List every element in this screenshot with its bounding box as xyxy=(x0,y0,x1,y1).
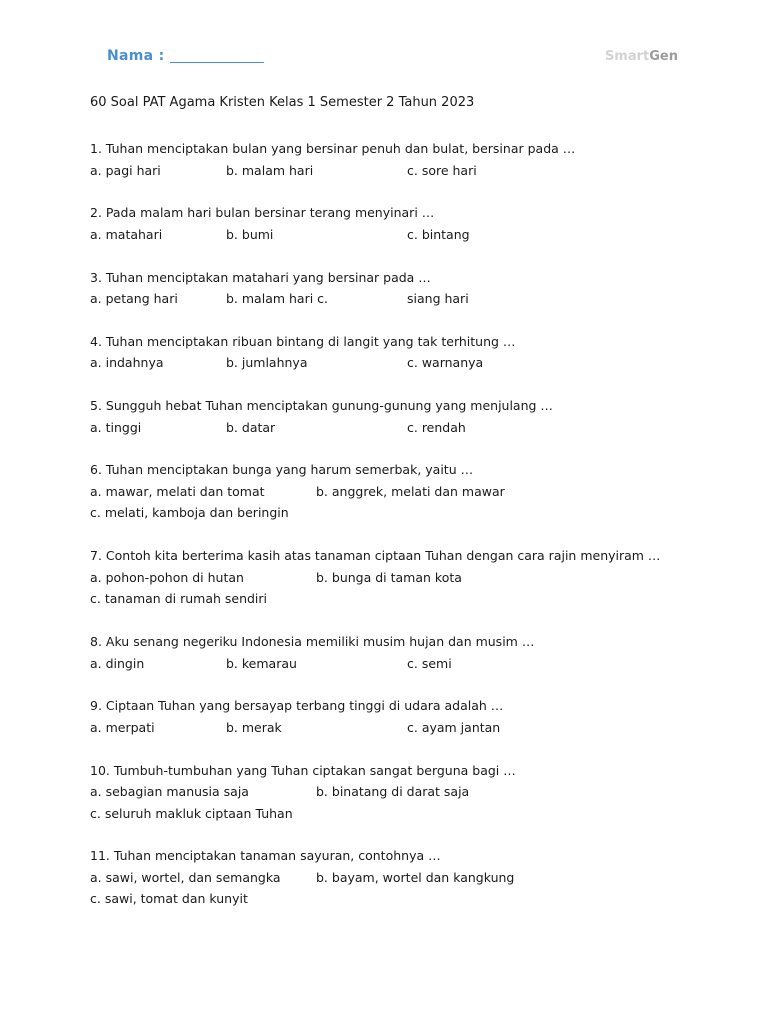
option-b: b. jumlahnya xyxy=(226,355,308,371)
options-row xyxy=(90,481,690,503)
options-row xyxy=(90,888,690,910)
name-field[interactable] xyxy=(107,48,264,64)
option-b: b. bayam, wortel dan kangkung xyxy=(316,869,515,885)
header xyxy=(107,48,678,70)
option-c: c. semi xyxy=(407,655,452,671)
question-5 xyxy=(90,395,690,459)
option-b: b. kemarau xyxy=(226,655,297,671)
option-a: a. merpati xyxy=(90,719,155,735)
question-text: 6. Tuhan menciptakan bunga yang harum semerbak, yaitu … xyxy=(90,462,474,478)
options-row xyxy=(90,588,690,610)
option-c: c. rendah xyxy=(407,419,466,435)
question-text: 11. Tuhan menciptakan tanaman sayuran, contohnya … xyxy=(90,848,441,864)
option-c: c. seluruh makluk ciptaan Tuhan xyxy=(90,805,293,821)
question-6 xyxy=(90,459,690,545)
document-title: 60 Soal PAT Agama Kristen Kelas 1 Semester 2 Tahun 2023 xyxy=(90,95,475,110)
question-text: 9. Ciptaan Tuhan yang bersayap terbang tinggi di udara adalah … xyxy=(90,698,504,714)
option-c: c. ayam jantan xyxy=(407,719,501,735)
option-a: a. pagi hari xyxy=(90,162,161,178)
question-4 xyxy=(90,331,690,395)
option-a: a. mawar, melati dan tomat xyxy=(90,483,265,499)
brand-gen: Gen xyxy=(649,49,678,64)
question-text: 4. Tuhan menciptakan ribuan bintang di langit yang tak terhitung … xyxy=(90,333,516,349)
option-b: b. bumi xyxy=(226,226,274,242)
options-row xyxy=(90,567,690,589)
question-1 xyxy=(90,138,690,202)
option-c: c. melati, kamboja dan beringin xyxy=(90,505,289,521)
option-a: a. indahnya xyxy=(90,355,164,371)
option-c: c. tanaman di rumah sendiri xyxy=(90,591,268,607)
option-b: b. binatang di darat saja xyxy=(316,784,470,800)
option-b: b. malam hari xyxy=(226,162,314,178)
option-a: a. pohon-pohon di hutan xyxy=(90,569,244,585)
question-3 xyxy=(90,267,690,331)
options-row xyxy=(90,717,690,739)
question-text: 10. Tumbuh-tumbuhan yang Tuhan ciptakan sangat berguna bagi … xyxy=(90,762,516,778)
option-c: siang hari xyxy=(407,291,469,307)
brand-logo xyxy=(605,49,678,64)
options-row xyxy=(90,803,690,825)
options-row xyxy=(90,224,690,246)
option-b: b. bunga di taman kota xyxy=(316,569,462,585)
name-label: Nama : xyxy=(107,48,165,64)
question-text: 3. Tuhan menciptakan matahari yang bersinar pada … xyxy=(90,269,431,285)
question-text: 7. Contoh kita berterima kasih atas tanaman ciptaan Tuhan dengan cara rajin menyiram … xyxy=(90,548,661,564)
options-row xyxy=(90,867,690,889)
question-text: 5. Sungguh hebat Tuhan menciptakan gunung-gunung yang menjulang … xyxy=(90,398,553,414)
question-10 xyxy=(90,760,690,846)
question-8 xyxy=(90,631,690,695)
question-text: 8. Aku senang negeriku Indonesia memiliki musim hujan dan musim … xyxy=(90,634,535,650)
options-row xyxy=(90,502,690,524)
options-row xyxy=(90,781,690,803)
option-a: a. sebagian manusia saja xyxy=(90,784,249,800)
question-text: 1. Tuhan menciptakan bulan yang bersinar penuh dan bulat, bersinar pada … xyxy=(90,141,576,156)
name-blank-line[interactable] xyxy=(170,62,264,63)
question-9 xyxy=(90,695,690,759)
option-a: a. dingin xyxy=(90,655,145,671)
options-row xyxy=(90,352,690,374)
question-2 xyxy=(90,202,690,266)
question-7 xyxy=(90,545,690,631)
options-row xyxy=(90,417,690,439)
question-11 xyxy=(90,845,690,931)
option-c: c. sawi, tomat dan kunyit xyxy=(90,891,248,907)
option-a: a. petang hari xyxy=(90,291,178,307)
option-c: c. sore hari xyxy=(407,162,477,178)
options-row xyxy=(90,288,690,310)
options-row xyxy=(90,653,690,675)
options-row xyxy=(90,160,690,182)
option-b: b. merak xyxy=(226,719,282,735)
option-b: b. datar xyxy=(226,419,276,435)
option-a: a. sawi, wortel, dan semangka xyxy=(90,869,281,885)
question-list xyxy=(90,138,690,931)
question-text: 2. Pada malam hari bulan bersinar terang menyinari … xyxy=(90,205,435,221)
option-c: c. warnanya xyxy=(407,355,484,371)
option-a: a. matahari xyxy=(90,226,163,242)
option-b: b. malam hari c. xyxy=(226,291,329,307)
option-a: a. tinggi xyxy=(90,419,142,435)
option-b: b. anggrek, melati dan mawar xyxy=(316,483,505,499)
option-c: c. bintang xyxy=(407,226,470,242)
brand-smart: Smart xyxy=(604,49,650,64)
